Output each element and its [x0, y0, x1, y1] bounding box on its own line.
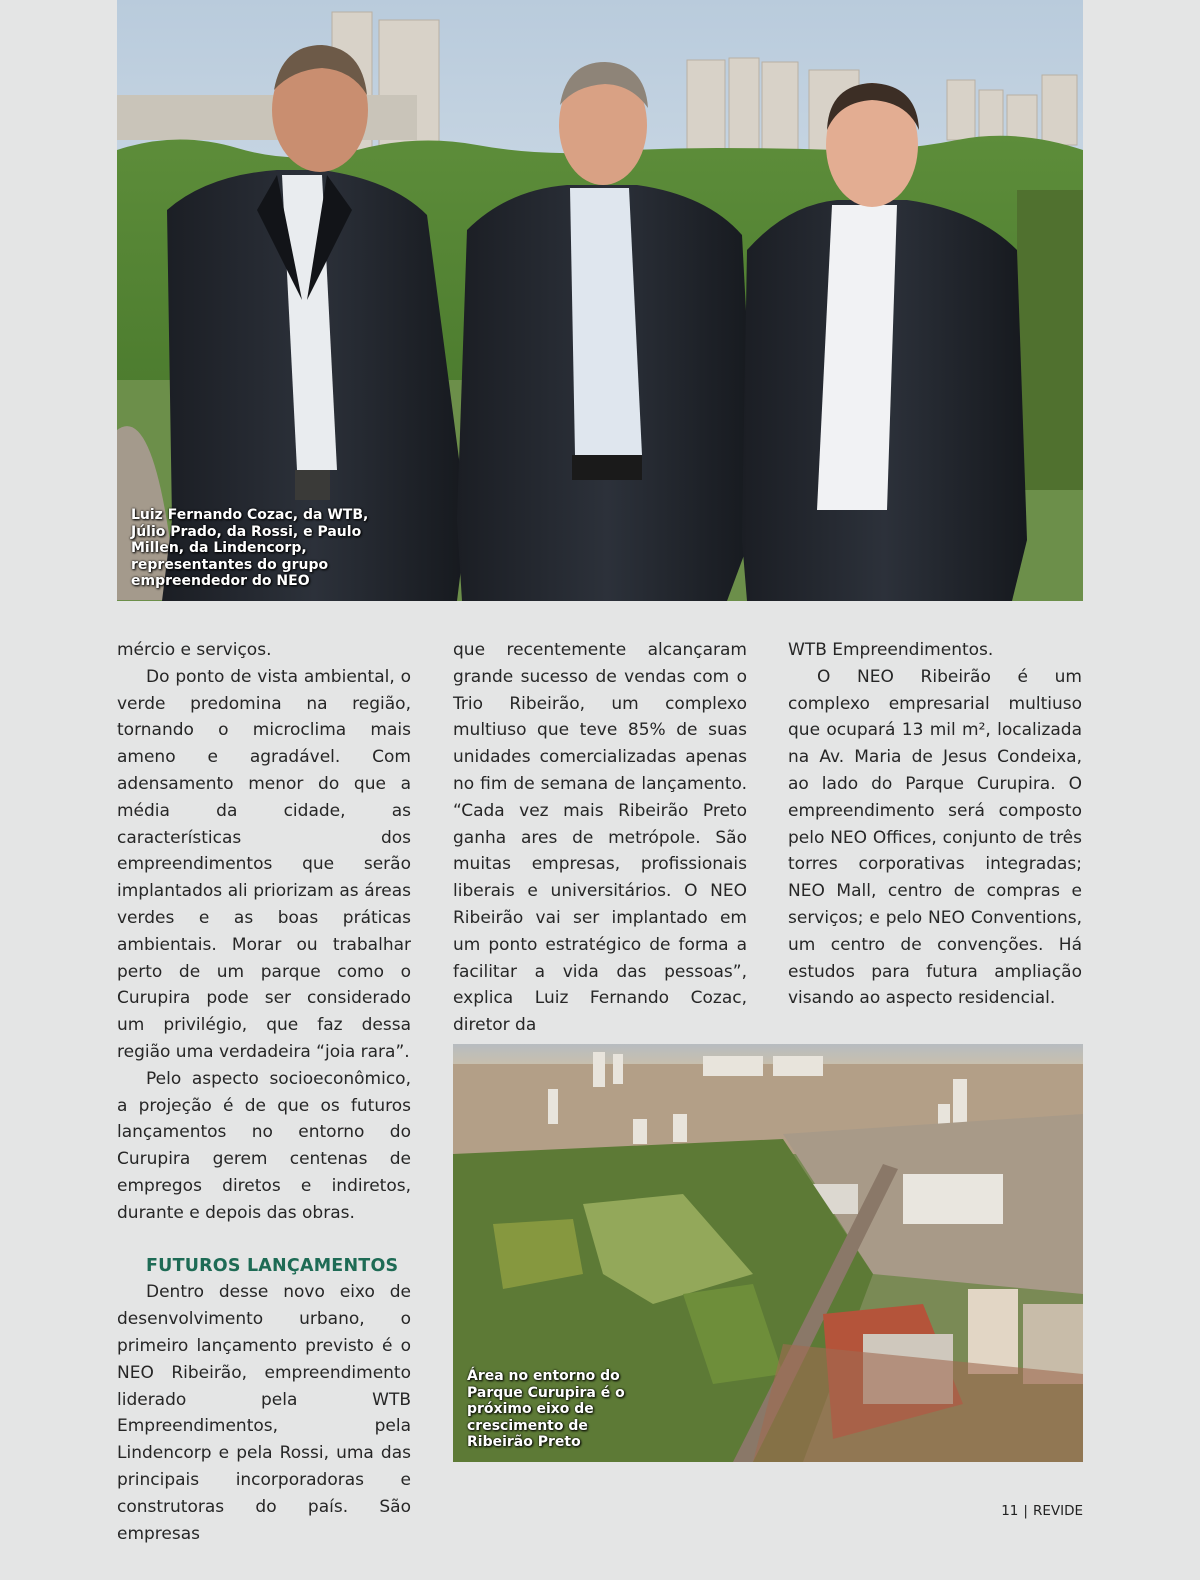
text-column-3 [788, 637, 1082, 1012]
page-folio [1001, 1503, 1083, 1519]
paragraph: Pelo aspecto socioeconômico, a projeção é de que os futuros lançamentos no entorno do Curupira gerem centenas de empregos diretos e indiretos, durante e depois das obras. [117, 1068, 411, 1223]
aerial-photo-caption: Área no entorno do Parque Curupira é o próximo eixo de crescimento de Ribeirão Preto [467, 1368, 625, 1450]
paragraph: Do ponto de vista ambiental, o verde predomina na região, tornando o microclima mais ameno e agradável. Com adensamento menor do que a média da cidade, as características dos empreendimentos que serão implantados ali priorizam as áreas verdes e as boas práticas ambientais. Morar ou trabalhar perto de um parque como o Curupira pode ser considerado um privilégio, que faz dessa região uma verdadeira “joia rara”. [117, 666, 411, 1062]
folio-separator: | [1023, 1503, 1028, 1519]
top-photo-caption: Luiz Fernando Cozac, da WTB, Júlio Prado, da Rossi, e Paulo Millen, da Lindencorp, representantes do grupo empreendedor do NEO [131, 507, 369, 589]
paragraph: Dentro desse novo eixo de desenvolvimento urbano, o primeiro lançamento previsto é o NEO Ribeirão, empreendimento liderado pela WTB Empreendimentos, pela Lindencorp e pela Rossi, uma das principais incorporadoras e construtoras do país. São empresas [117, 1282, 411, 1544]
page-number: 11 [1001, 1503, 1019, 1519]
paragraph: WTB Empreendimentos. [788, 640, 994, 660]
paragraph: que recentemente alcançaram grande sucesso de vendas com o Trio Ribeirão, um complexo multiuso que teve 85% de suas unidades comercializadas apenas no fim de semana de lançamento. “Cada vez mais Ribeirão Preto ganha ares de metrópole. São muitas empresas, profissionais liberais e universitários. O NEO Ribeirão vai ser implantado em um ponto estratégico de forma a facilitar a vida das pessoas”, explica Luiz Fernando Cozac, diretor da [453, 640, 747, 1036]
text-column-2 [453, 637, 747, 1039]
paragraph: O NEO Ribeirão é um complexo empresarial multiuso que ocupará 13 mil m², localizada na Av. Maria de Jesus Condeixa, ao lado do Parque Curupira. O empreendimento será composto pelo NEO Offices, conjunto de três torres corporativas integradas; NEO Mall, centro de compras e serviços; e pelo NEO Conventions, um centro de convenções. Há estudos para futura ampliação visando ao aspecto residencial. [788, 666, 1082, 1009]
paragraph: mércio e serviços. [117, 640, 272, 660]
text-column-1 [117, 637, 411, 1547]
section-heading: FUTUROS LANÇAMENTOS [146, 1255, 399, 1276]
magazine-name: REVIDE [1032, 1503, 1083, 1519]
